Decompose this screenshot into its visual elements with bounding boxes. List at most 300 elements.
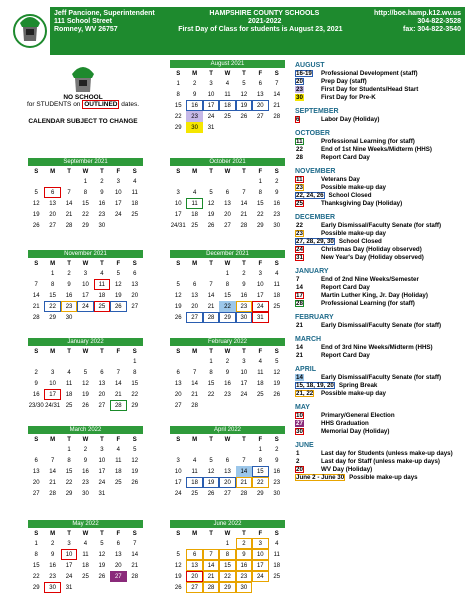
day-cell <box>203 268 219 279</box>
day-cell <box>110 582 126 593</box>
day-cell: 25 <box>273 573 281 580</box>
day-cell <box>203 538 219 549</box>
day-cell: 16 <box>65 292 73 299</box>
day-cell: 12 <box>131 457 139 464</box>
weekday-header: M <box>50 436 56 443</box>
day-cell: 15 <box>32 562 40 569</box>
legend-event <box>295 154 471 162</box>
event-text: Early Dismissal/Faculty Senate (for staff) <box>321 322 442 329</box>
day-cell: 17 <box>98 468 106 475</box>
month-grid <box>28 259 143 323</box>
day-cell: 24 <box>174 490 182 497</box>
weekday-header: W <box>82 436 89 443</box>
day-cell: 20 <box>186 571 202 582</box>
day-cell: 21 <box>203 571 219 582</box>
day-cell <box>28 268 44 279</box>
legend-event <box>295 300 471 308</box>
legend-event <box>295 94 471 102</box>
day-cell: 10 <box>114 189 122 196</box>
day-cell: 7 <box>242 457 246 464</box>
legend-event <box>295 344 471 352</box>
weekday-header: S <box>34 530 39 537</box>
day-cell: 15 <box>256 200 264 207</box>
day-cell: 10 <box>207 91 215 98</box>
legend-month-heading: JANUARY <box>295 268 329 275</box>
day-cell <box>269 400 285 411</box>
event-text: Professional Development (staff) <box>321 70 418 77</box>
website-link[interactable]: http://boe.hamp.k12.wv.us <box>374 10 461 17</box>
day-cell: 13 <box>174 380 182 387</box>
day-cell <box>94 356 110 367</box>
day-cell: 8 <box>83 189 88 196</box>
weekday-header: T <box>67 436 71 443</box>
school-year: 2021-2022 <box>247 18 282 25</box>
day-cell: 1 <box>176 80 180 87</box>
day-cell: 24 <box>240 391 248 398</box>
weekday-header: M <box>50 260 56 267</box>
day-cell: 18 <box>114 468 122 475</box>
day-cell: 7 <box>50 457 55 464</box>
weekday-header: S <box>274 530 279 537</box>
legend-event <box>295 246 471 254</box>
day-cell: 26 <box>110 301 126 312</box>
month-grid <box>28 529 143 593</box>
day-cell: 14 <box>114 380 122 387</box>
info-panel <box>8 60 158 125</box>
day-cell: 2 <box>275 178 279 185</box>
day-cell <box>186 176 202 187</box>
day-cell <box>236 444 252 455</box>
day-cell: 23 <box>236 571 252 582</box>
day-cell: 22 <box>256 211 264 218</box>
day-cell: 12 <box>240 91 248 98</box>
day-cell: 25 <box>191 222 198 229</box>
city-address: Romney, WV 26757 <box>54 26 118 33</box>
header-banner <box>50 7 465 55</box>
day-cell: 26 <box>240 113 248 120</box>
weekday-header: F <box>258 70 263 77</box>
day-cell: 28 <box>191 402 198 409</box>
month-title: May 2022 <box>28 520 143 528</box>
day-cell: 3 <box>176 457 180 464</box>
day-cell: 23 <box>61 301 77 312</box>
legend-event <box>295 230 471 238</box>
day-cell: 23/30 <box>28 402 44 409</box>
day-cell: 6 <box>186 549 202 560</box>
day-cell: 1 <box>258 178 262 185</box>
weekday-header: T <box>242 530 246 537</box>
weekday-header: W <box>224 348 231 355</box>
day-cell: 9 <box>242 281 246 288</box>
weekday-header: F <box>258 348 263 355</box>
day-cell <box>252 400 268 411</box>
day-cell: 21 <box>191 391 198 398</box>
day-cell <box>28 444 44 455</box>
day-cell: 25 <box>224 113 231 120</box>
day-cell: 29 <box>49 314 56 321</box>
month-calendar <box>28 158 143 231</box>
day-cell: 16 <box>186 100 202 111</box>
day-cell: 9 <box>67 281 71 288</box>
legend-month-heading: AUGUST <box>295 62 325 69</box>
day-cell: 19 <box>98 562 106 569</box>
day-cell <box>170 538 186 549</box>
event-date: 22 <box>296 146 303 153</box>
legend-month-heading: FEBRUARY <box>295 314 334 321</box>
event-date: 23 <box>296 230 303 237</box>
day-cell: 25 <box>65 402 73 409</box>
month-calendar <box>170 426 285 499</box>
day-cell: 28 <box>203 582 219 593</box>
event-date: 21, 22 <box>296 390 314 397</box>
event-date: 28 <box>296 154 303 161</box>
day-cell: 8 <box>34 551 38 558</box>
day-cell: 4 <box>275 540 279 547</box>
legend-event <box>295 382 471 390</box>
legend-month-heading: DECEMBER <box>295 214 336 221</box>
day-cell: 19 <box>174 303 182 310</box>
day-cell <box>110 488 126 499</box>
weekday-header: S <box>34 168 39 175</box>
day-cell: 10 <box>49 380 56 387</box>
day-cell: 3 <box>258 270 262 277</box>
day-cell: 31 <box>65 584 73 591</box>
day-cell <box>44 444 60 455</box>
event-text: New Year's Day (Holiday observed) <box>321 254 424 261</box>
day-cell: 21 <box>273 102 281 109</box>
weekday-header: F <box>116 436 121 443</box>
day-cell: 27 <box>110 571 126 582</box>
day-cell: 7 <box>242 189 246 196</box>
day-cell: 5 <box>176 281 180 288</box>
legend-month-heading: MAY <box>295 404 310 411</box>
weekday-header: W <box>224 260 231 267</box>
event-date: 28 <box>296 300 303 307</box>
day-cell <box>186 538 202 549</box>
day-cell: 26 <box>82 402 89 409</box>
day-cell: 25 <box>273 303 281 310</box>
weekday-header: S <box>274 348 279 355</box>
day-cell: 3 <box>252 538 268 549</box>
event-text: School Closed <box>328 192 372 199</box>
day-cell: 19 <box>82 391 89 398</box>
legend-event <box>295 352 471 360</box>
day-cell: 18 <box>98 292 106 299</box>
day-cell: 20 <box>32 479 40 486</box>
day-cell: 11 <box>191 468 198 475</box>
day-cell: 18 <box>256 380 264 387</box>
weekday-header: W <box>224 530 231 537</box>
event-date: 14 <box>296 344 303 351</box>
day-cell: 6 <box>225 189 230 196</box>
day-cell: 23 <box>49 573 56 580</box>
day-cell: 25 <box>82 573 89 580</box>
day-cell <box>61 176 77 187</box>
day-cell: 23 <box>186 111 202 122</box>
day-cell: 19 <box>174 573 182 580</box>
weekday-header: T <box>67 348 71 355</box>
day-cell <box>219 176 235 187</box>
day-cell: 1 <box>34 540 38 547</box>
event-date: 25 <box>296 200 303 207</box>
day-cell: 20 <box>174 391 182 398</box>
weekday-header: M <box>192 168 198 175</box>
event-text: WV Day (Holiday) <box>321 466 373 473</box>
event-text: Possible make-up day <box>321 230 386 237</box>
weekday-header: F <box>258 530 263 537</box>
day-cell <box>110 220 126 231</box>
day-cell: 10 <box>240 369 248 376</box>
day-cell: 26 <box>174 584 182 591</box>
day-cell: 20 <box>114 562 122 569</box>
day-cell: 15 <box>174 102 182 109</box>
day-cell: 13 <box>224 468 231 475</box>
spartan-logo <box>10 7 50 55</box>
legend-event <box>295 222 471 230</box>
day-cell: 6 <box>225 457 230 464</box>
legend-event <box>295 466 471 474</box>
day-cell: 4 <box>83 540 88 547</box>
day-cell: 7 <box>209 281 213 288</box>
day-cell: 27 <box>224 490 231 497</box>
day-cell: 29 <box>256 222 264 229</box>
day-cell: 27 <box>98 402 106 409</box>
day-cell: 26 <box>207 222 215 229</box>
day-cell: 28 <box>240 490 248 497</box>
day-cell: 13 <box>131 281 139 288</box>
day-cell: 18 <box>82 562 89 569</box>
day-cell: 7 <box>203 549 219 560</box>
day-cell: 23 <box>82 479 89 486</box>
day-cell: 11 <box>273 281 280 288</box>
event-date: 11 <box>296 176 303 183</box>
day-cell: 20 <box>131 292 139 299</box>
event-text: Possible make-up day <box>321 184 386 191</box>
day-cell: 24/31 <box>170 222 186 229</box>
day-cell: 17 <box>65 562 73 569</box>
weekday-header: W <box>82 348 89 355</box>
event-text: School Closed <box>338 238 382 245</box>
day-cell: 13 <box>191 292 198 299</box>
day-cell: 2 <box>83 446 88 453</box>
event-date: 30 <box>296 428 303 435</box>
month-grid <box>170 259 285 323</box>
weekday-header: M <box>192 348 198 355</box>
legend-event <box>295 254 471 262</box>
outlined-sample: OUTLINED <box>84 101 118 108</box>
day-cell: 27 <box>32 490 40 497</box>
day-cell <box>127 582 143 593</box>
month-calendar <box>28 426 143 499</box>
weekday-header: W <box>224 168 231 175</box>
day-cell: 10 <box>82 281 89 288</box>
day-cell: 4 <box>258 358 262 365</box>
day-cell: 15 <box>65 468 73 475</box>
day-cell: 27 <box>224 222 231 229</box>
day-cell: 21 <box>207 303 215 310</box>
day-cell: 31 <box>98 490 106 497</box>
spartan-mascot-icon <box>66 60 100 98</box>
event-text: First Day for Pre-K <box>321 94 376 101</box>
event-text: Last day for Staff (unless make-up days) <box>321 458 440 465</box>
month-title: August 2021 <box>170 60 285 68</box>
day-cell: 16 <box>32 391 40 398</box>
day-cell: 4 <box>116 446 120 453</box>
event-text: Report Card Day <box>321 284 370 291</box>
weekday-header: T <box>100 436 104 443</box>
day-cell: 28 <box>110 400 126 411</box>
day-cell: 30 <box>186 122 202 133</box>
month-calendar <box>28 520 143 593</box>
weekday-header: T <box>242 168 246 175</box>
legend-event <box>295 322 471 330</box>
legend-event <box>295 138 471 146</box>
day-cell: 13 <box>114 551 122 558</box>
day-cell <box>269 312 285 323</box>
day-cell: 26 <box>131 479 139 486</box>
weekday-header: S <box>132 436 137 443</box>
day-cell: 22 <box>131 391 139 398</box>
day-cell: 11 <box>273 551 280 558</box>
legend-month-heading: JUNE <box>295 442 314 449</box>
weekday-header: F <box>116 348 121 355</box>
weekday-header: T <box>67 260 71 267</box>
day-cell: 24 <box>65 573 73 580</box>
event-text: Prep Day (staff) <box>321 78 367 85</box>
day-cell: 27 <box>256 113 264 120</box>
day-cell: 5 <box>242 80 246 87</box>
day-cell: 11 <box>94 279 110 290</box>
day-cell: 14 <box>49 468 56 475</box>
day-cell: 21 <box>240 211 248 218</box>
legend-event <box>295 420 471 428</box>
weekday-header: S <box>274 70 279 77</box>
day-cell: 28 <box>131 573 139 580</box>
day-cell <box>77 356 93 367</box>
day-cell <box>127 312 143 323</box>
legend-event <box>295 70 471 78</box>
day-cell: 13 <box>98 380 106 387</box>
month-calendar <box>170 250 285 323</box>
street-address: 111 School Street <box>54 18 112 25</box>
day-cell: 30 <box>98 222 106 229</box>
day-cell: 13 <box>256 91 264 98</box>
day-cell: 13 <box>224 200 231 207</box>
month-calendar <box>170 520 285 593</box>
month-grid <box>170 167 285 231</box>
day-cell: 29 <box>131 402 139 409</box>
weekday-header: M <box>192 530 198 537</box>
legend-event <box>295 276 471 284</box>
event-text: Martin Luther King, Jr. Day (Holiday) <box>321 292 428 299</box>
event-date: June 2 - June 30 <box>296 474 345 481</box>
day-cell: 6 <box>176 369 180 376</box>
month-title: November 2021 <box>28 250 143 258</box>
weekday-header: W <box>224 436 231 443</box>
weekday-header: W <box>224 70 231 77</box>
day-cell: 14 <box>207 292 215 299</box>
event-text: Early Dismissal/Faculty Senate (for staff) <box>321 374 442 381</box>
event-date: 6 <box>296 116 300 123</box>
month-title: January 2022 <box>28 338 143 346</box>
day-cell: 8 <box>209 369 213 376</box>
day-cell: 18 <box>273 292 281 299</box>
weekday-header: S <box>132 348 137 355</box>
day-cell: 19 <box>203 477 219 488</box>
month-grid <box>170 347 285 411</box>
day-cell: 1 <box>258 446 262 453</box>
day-cell: 12 <box>174 292 182 299</box>
event-text: Possible make-up day <box>321 390 386 397</box>
day-cell: 28 <box>32 314 40 321</box>
day-cell: 2 <box>236 538 252 549</box>
day-cell: 17 <box>174 479 182 486</box>
day-cell: 19 <box>32 211 40 218</box>
event-date: 1 <box>296 450 300 457</box>
day-cell: 7 <box>116 369 120 376</box>
subject-to-change: CALENDAR SUBJECT TO CHANGE <box>28 118 138 125</box>
day-cell: 8 <box>176 91 180 98</box>
weekday-header: T <box>242 260 246 267</box>
event-date: 21 <box>296 322 303 329</box>
legend-event <box>295 146 471 154</box>
day-cell <box>252 122 268 133</box>
day-cell: 24 <box>252 571 268 582</box>
day-cell <box>28 176 44 187</box>
day-cell <box>170 268 186 279</box>
day-cell: 2 <box>275 446 279 453</box>
day-cell: 8 <box>50 281 55 288</box>
day-cell: 29 <box>256 490 264 497</box>
day-cell <box>110 312 126 323</box>
day-cell: 18 <box>186 477 202 488</box>
legend-event <box>295 412 471 420</box>
weekday-header: M <box>192 260 198 267</box>
day-cell: 10 <box>256 281 264 288</box>
day-cell: 9 <box>225 369 230 376</box>
day-cell: 22 <box>44 301 60 312</box>
day-cell: 19 <box>131 468 139 475</box>
day-cell <box>186 444 202 455</box>
weekday-header: F <box>258 260 263 267</box>
first-day-notice: First Day of Class for students is August 23, 2021 <box>178 26 343 33</box>
legend-event <box>295 458 471 466</box>
day-cell: 7 <box>34 281 38 288</box>
day-cell <box>219 444 235 455</box>
month-calendar <box>170 158 285 231</box>
day-cell <box>61 356 77 367</box>
weekday-header: W <box>82 260 89 267</box>
event-date: 22, 24, 26 <box>296 192 324 199</box>
day-cell: 3 <box>116 178 120 185</box>
day-cell: 30 <box>273 222 281 229</box>
month-grid <box>28 167 143 231</box>
day-cell: 8 <box>67 457 71 464</box>
weekday-header: T <box>242 436 246 443</box>
weekday-header: M <box>192 70 198 77</box>
day-cell: 4 <box>275 270 279 277</box>
day-cell: 16 <box>273 468 281 475</box>
weekday-header: S <box>132 168 137 175</box>
day-cell: 4 <box>67 369 71 376</box>
day-cell: 30 <box>273 490 281 497</box>
day-cell: 12 <box>273 369 281 376</box>
month-calendar <box>28 338 143 411</box>
legend-event <box>295 428 471 436</box>
day-cell: 18 <box>219 100 235 111</box>
day-cell: 12 <box>82 380 89 387</box>
legend-event <box>295 184 471 192</box>
